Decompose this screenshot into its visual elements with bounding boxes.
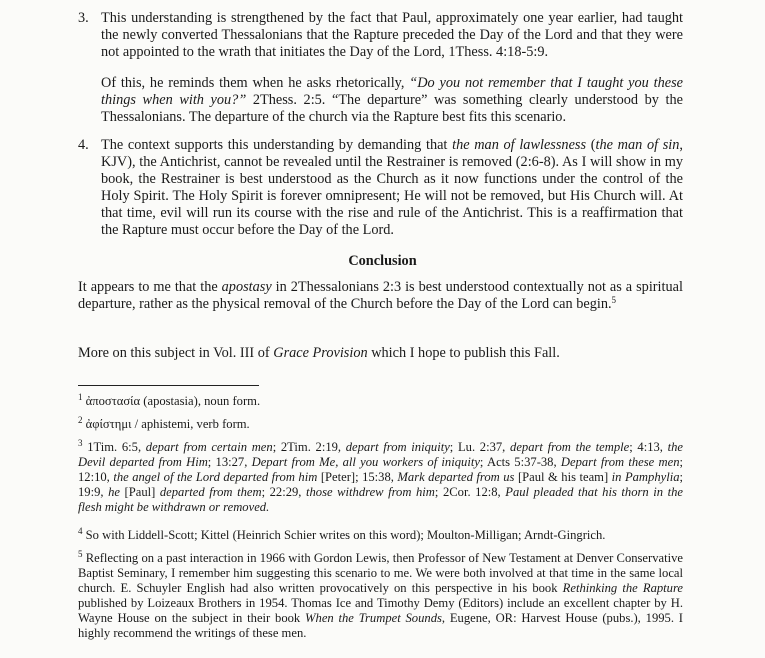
text-run: ; 4:13, (629, 440, 668, 454)
text-run: ( (586, 137, 596, 153)
text-run: The context supports this understanding by demanding that (101, 137, 453, 153)
text-run: [Paul & his team] (514, 470, 612, 485)
footnote-marker: 5 (611, 295, 617, 305)
italic-text: the man of lawlessness (452, 137, 587, 153)
text-run: 1Tim. 6:5, (87, 440, 146, 454)
text-run: ; 2Tim. 2:19, (272, 440, 346, 454)
italic-text: Rethinking the Rapture (562, 581, 683, 596)
text-run: More on this subject in Vol. III of (78, 345, 274, 361)
text-run: It appears to me that the (78, 279, 222, 295)
italic-text: Grace Provision (273, 345, 368, 361)
text-run: which I hope to publish this Fall. (367, 345, 560, 361)
footnote-number: 5 (78, 549, 83, 559)
italic-text: the angel of the Lord departed from him (113, 470, 318, 485)
text-run: 2Thess. 2:5. “The departure” was something clearly understood by the Thessalonians. The departure of the church via the Rapture best fits this scenario. (101, 92, 683, 125)
italic-text: Mark departed from us (397, 470, 515, 485)
italic-text: in Pamphylia (611, 470, 680, 485)
text-run: ; Acts 5:37-38, (479, 455, 561, 470)
italic-text: When the Trumpet Sounds (305, 611, 442, 626)
footnote-number: 4 (78, 526, 83, 536)
closing-paragraph (78, 345, 683, 362)
footnote-number: 1 (78, 392, 83, 402)
conclusion-heading: Conclusion (348, 253, 417, 269)
footnote-5 (78, 551, 683, 642)
italic-text: apostasy (221, 279, 272, 295)
text-run: ; 2Cor. 12:8, (434, 485, 506, 500)
footnote-number: 3 (78, 438, 83, 448)
footnote-number: 2 (78, 415, 83, 425)
text-run: ἀφίστημι / aphistemi, verb form. (85, 417, 250, 431)
footnote-2 (78, 417, 683, 432)
italic-text: depart from certain men (145, 440, 273, 454)
text-run: ; 22:29, (261, 485, 307, 500)
italic-text: depart from iniquity (345, 440, 450, 454)
text-run: published by Loizeaux Brothers in 1954. Thomas Ice and Timothy Demy (Editors) include an excellent chapter by H. Wayne House on the subject in their book (78, 596, 683, 626)
italic-text: “Do you not remember that I taught you these things when with you?” (101, 75, 684, 108)
italic-text: those withdrew from him (306, 485, 435, 500)
item-number: 3. (78, 10, 89, 26)
italic-text: he (108, 485, 120, 500)
item-number: 4. (78, 137, 89, 153)
italic-text: the man of sin (595, 137, 680, 153)
text-run: ἀποστασία (apostasia), noun form. (85, 394, 261, 408)
italic-text: departed from them (159, 485, 262, 500)
text-run: ; 12:10, (78, 455, 683, 485)
footnote-4 (78, 528, 683, 543)
italic-text: depart from the temple (510, 440, 630, 454)
text-run: ; 19:9, (78, 470, 684, 500)
text-run: , KJV), the Antichrist, cannot be revealed until the Restrainer is removed (2:6-8). As I will show in my book, the Restrainer is best understood as the Church as it now functions under the control of the Holy Spirit. The Holy Spirit is forever omnipresent; He will not be removed, but His Church will. At that time, evil will run its course with the rise and rule of the Antichrist. This is a reaffirmation that the Rapture must occur before the Day of the Lord. (101, 137, 683, 238)
text-run: Reflecting on a past interaction in 1966 with Gordon Lewis, then Professor of New Testament at Denver Conservative Baptist Seminary, I remember him suggesting this scenario to me. We were both involved at that time in the same local church. E. Schuyler English had also written provocatively on this perspective in his book (78, 551, 683, 596)
footnote-1 (78, 394, 683, 409)
text-run: in 2Thessalonians 2:3 is best understood contextually not as a spiritual departure, rather as the physical removal of the Church before the Day of the Lord can begin. (78, 279, 683, 312)
text-run: ; Lu. 2:37, (449, 440, 511, 454)
italic-text: the Devil departed from Him (78, 440, 684, 470)
text-run: So with Liddell-Scott; Kittel (Heinrich Schier writes on this word); Moulton-Milligan; Arndt-Gingrich. (85, 528, 606, 542)
text-run: ; 13:27, (207, 455, 252, 470)
text-run: [Peter]; 15:38, (317, 470, 398, 485)
italic-text: Paul pleaded that his thorn in the flesh might be withdrawn or removed. (78, 485, 683, 515)
text-run: [Paul] (119, 485, 160, 500)
conclusion-paragraph (78, 279, 683, 313)
item-3-paragraph (101, 10, 683, 61)
text-run: Of this, he reminds them when he asks rhetorically, (101, 75, 410, 91)
footnote-3 (78, 440, 683, 515)
item-3-paragraph-2 (101, 75, 683, 126)
footnote-separator (78, 385, 259, 386)
item-4-paragraph (101, 137, 683, 239)
text-run: This understanding is strengthened by the fact that Paul, approximately one year earlier, had taught the newly converted Thessalonians that the Rapture preceded the Day of the Lord and that they were not appointed to the wrath that initiates the Day of the Lord, 1Thess. 4:18-5:9. (101, 10, 683, 60)
text-run: , Eugene, OR: Harvest House (pubs.), 1995. I highly recommend the writings of these men. (78, 611, 683, 641)
italic-text: Depart from these men (560, 455, 680, 470)
italic-text: Depart from Me, all you workers of iniquity (251, 455, 480, 470)
